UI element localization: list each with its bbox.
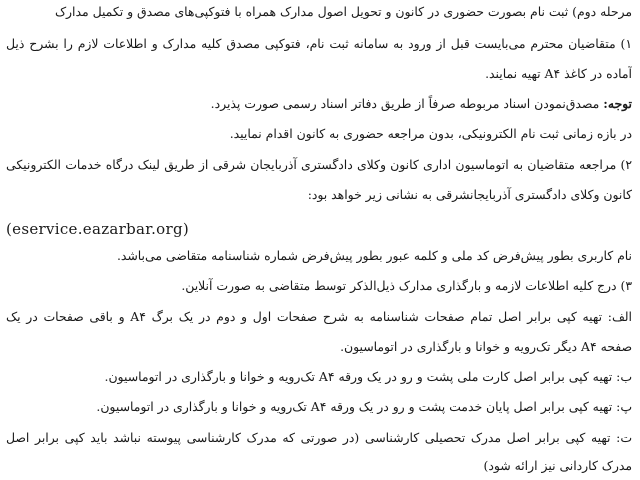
item-alef-line-2: صفحه A۴ دیگر تک‌رویه و خوانا و بارگذاری در اتوماسیون. [340,339,632,354]
stage-two-heading: مرحله دوم) ثبت نام بصورت حضوری در کانون و تحویل اصول مدارک همراه با فتوکپی‌های مصدق و تکمیل مدارک [54,4,632,19]
note-label: توجه: [603,96,632,111]
credentials-line: نام کاربری بطور پیش‌فرض کد ملی و کلمه عبور بطور پیش‌فرض شماره شناسنامه متقاضی می‌باشد. [116,248,632,263]
item-1-line-1: ۱) متقاضیان محترم می‌بایست قبل از ورود به سامانه ثبت نام، فتوکپی مصدق کلیه مدارک و اطلاعات لازم را بشرح ذیل [6,36,632,51]
eservice-url: (eservice.eazarbar.org) [6,220,190,238]
item-te-line-1: ت: تهیه کپی برابر اصل مدرک تحصیلی کارشناسی (در صورتی که مدرک کارشناسی پیوسته نباشد باید کپی برابر اصل [6,430,632,445]
item-2-line-2: کانون وکلای دادگستری آذربایجانشرقی به نشانی زیر خواهد بود: [307,187,632,202]
item-alef-line-1: الف: تهیه کپی برابر اصل تمام صفحات شناسنامه به شرح صفحات اول و دوم در یک برگ A۴ و باقی صفحات در یک [6,309,632,324]
item-1-line-2: آماده در کاغذ A۴ تهیه نمایند. [485,66,632,81]
note-line [6,94,632,114]
electronic-window-line: در بازه زمانی ثبت نام الکترونیکی، بدون مراجعه حضوری به کانون اقدام نمایید. [229,126,632,141]
item-be-line: ب: تهیه کپی برابر اصل کارت ملی پشت و رو در یک ورقه A۴ تک‌رویه و خوانا و بارگذاری در اتوماسیون. [104,369,632,384]
note-text: مصدق‌نمودن اسناد مربوطه صرفاً از طریق دفاتر اسناد رسمی صورت پذیرد. [210,96,600,111]
item-te-line-2: مدرک کاردانی نیز ارائه شود) [483,458,632,473]
item-3-line: ۳) درج کلیه اطلاعات لازمه و بارگذاری مدارک ذیل‌الذکر توسط متقاضی به صورت آنلاین. [181,278,632,293]
item-2-line-1: ۲) مراجعه متقاضیان به اتوماسیون اداری کانون وکلای دادگستری آذربایجان شرقی از طریق لینک درگاه خدمات الکترونیکی [6,157,632,172]
item-pe-line: پ: تهیه کپی برابر اصل پایان خدمت پشت و رو در یک ورقه A۴ تک‌رویه و خوانا و بارگذاری در اتوماسیون. [96,399,632,414]
